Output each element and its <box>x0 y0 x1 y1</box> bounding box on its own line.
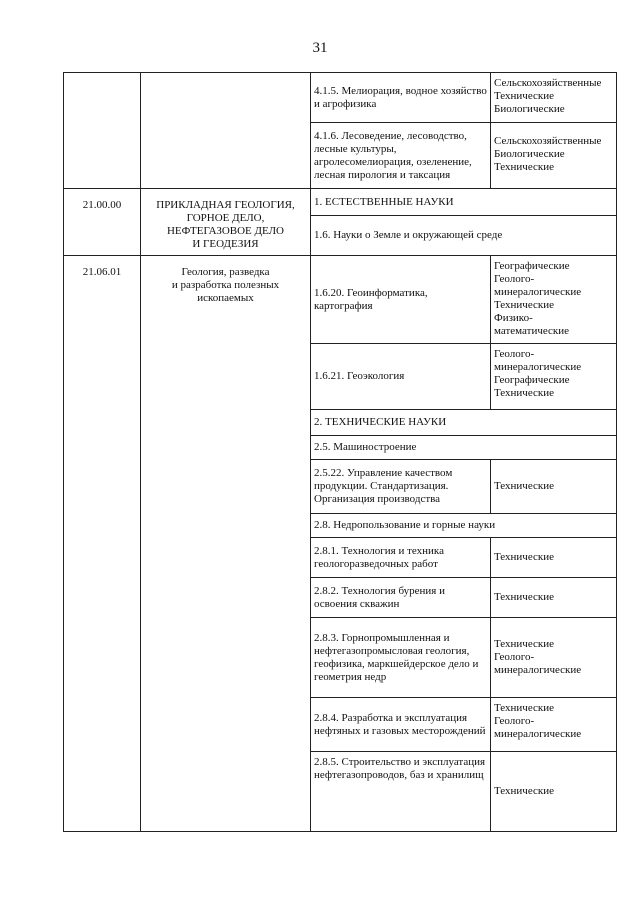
branch: Технические <box>494 90 554 102</box>
branch: Геолого- <box>494 651 535 663</box>
specialty-cell: 2.8.3. Горнопромышленная и нефтегазопромысловая геология, геофизика, маркшейдерское дело и геометрия недр <box>311 618 491 698</box>
branch: минералогические <box>494 664 582 676</box>
specialty-cell: 1.6.20. Геоинформатика, картография <box>311 256 491 344</box>
specialty-cell: 2.8.4. Разработка и эксплуатация нефтяных и газовых месторождений <box>311 698 491 752</box>
branch: Технические <box>494 299 554 311</box>
section-header: 1. ЕСТЕСТВЕННЫЕ НАУКИ <box>311 189 617 216</box>
branch: Сельскохозяйственные <box>494 77 602 89</box>
branch: минералогические <box>494 286 582 298</box>
branch: минералогические <box>494 728 582 740</box>
branch: Технические <box>494 551 554 563</box>
branch: Биологические <box>494 103 565 115</box>
branches-cell <box>491 578 617 618</box>
branch: Технические <box>494 480 554 492</box>
specialty-cell: 4.1.6. Лесоведение, лесоводство, лесные культуры, агролесомелиорация, озеленение, лесная пирология и таксация <box>311 123 491 189</box>
table-row <box>64 256 617 344</box>
specialty-cell: 2.8.1. Технология и техника геологоразведочных работ <box>311 538 491 578</box>
branch: Физико- <box>494 312 533 324</box>
group-name-line: НЕФТЕГАЗОВОЕ ДЕЛО <box>166 225 285 237</box>
subsection-header: 1.6. Науки о Земле и окружающей среде <box>311 216 617 256</box>
group-name-line: И ГЕОДЕЗИЯ <box>192 238 259 250</box>
direction-name <box>141 256 311 832</box>
direction-name-line: и разработка полезных <box>171 279 280 291</box>
specialty-cell: 4.1.5. Мелиорация, водное хозяйство и агрофизика <box>311 73 491 123</box>
section-header: 2. ТЕХНИЧЕСКИЕ НАУКИ <box>311 410 617 436</box>
branches-cell <box>491 256 617 344</box>
branch: Технические <box>494 638 554 650</box>
branch: Сельскохозяйственные <box>494 135 602 147</box>
name-cell <box>141 73 311 189</box>
code-cell <box>64 73 141 189</box>
specialty-cell: 2.5.22. Управление качеством продукции. Стандартизация. Организация производства <box>311 460 491 514</box>
branches-cell <box>491 344 617 410</box>
branch: Географические <box>494 260 570 272</box>
branch: минералогические <box>494 361 582 373</box>
branches-cell <box>491 123 617 189</box>
branches-cell <box>491 538 617 578</box>
branch: Технические <box>494 591 554 603</box>
branches-cell <box>491 460 617 514</box>
table-row <box>64 189 617 216</box>
branches-cell <box>491 618 617 698</box>
branch: Географические <box>494 374 570 386</box>
branches-cell <box>491 73 617 123</box>
direction-name-line: ископаемых <box>197 292 254 304</box>
branch: Биологические <box>494 148 565 160</box>
group-name-line: ГОРНОЕ ДЕЛО, <box>186 212 265 224</box>
branch: Геолого- <box>494 348 535 360</box>
branch: Геолого- <box>494 273 535 285</box>
branch: Технические <box>494 161 554 173</box>
specialty-cell: 2.8.5. Строительство и эксплуатация нефтегазопроводов, баз и хранилищ <box>311 752 491 832</box>
branches-cell <box>491 698 617 752</box>
page-number: 31 <box>312 40 328 56</box>
specialty-cell: 2.8.2. Технология бурения и освоения скважин <box>311 578 491 618</box>
group-code: 21.00.00 <box>64 189 141 256</box>
branches-cell <box>491 752 617 832</box>
branch: Технические <box>494 785 554 797</box>
direction-code: 21.06.01 <box>64 256 141 832</box>
branch: Геолого- <box>494 715 535 727</box>
table-row <box>64 73 617 123</box>
group-name-line: ПРИКЛАДНАЯ ГЕОЛОГИЯ, <box>156 199 295 211</box>
branch: математические <box>494 325 570 337</box>
specialty-cell: 1.6.21. Геоэкология <box>311 344 491 410</box>
group-name <box>141 189 311 256</box>
subsection-header: 2.8. Недропользование и горные науки <box>311 514 617 538</box>
branch: Технические <box>494 387 554 399</box>
direction-name-line: Геология, разведка <box>181 266 270 278</box>
specialties-table <box>63 72 617 832</box>
subsection-header: 2.5. Машиностроение <box>311 436 617 460</box>
branch: Технические <box>494 702 554 714</box>
